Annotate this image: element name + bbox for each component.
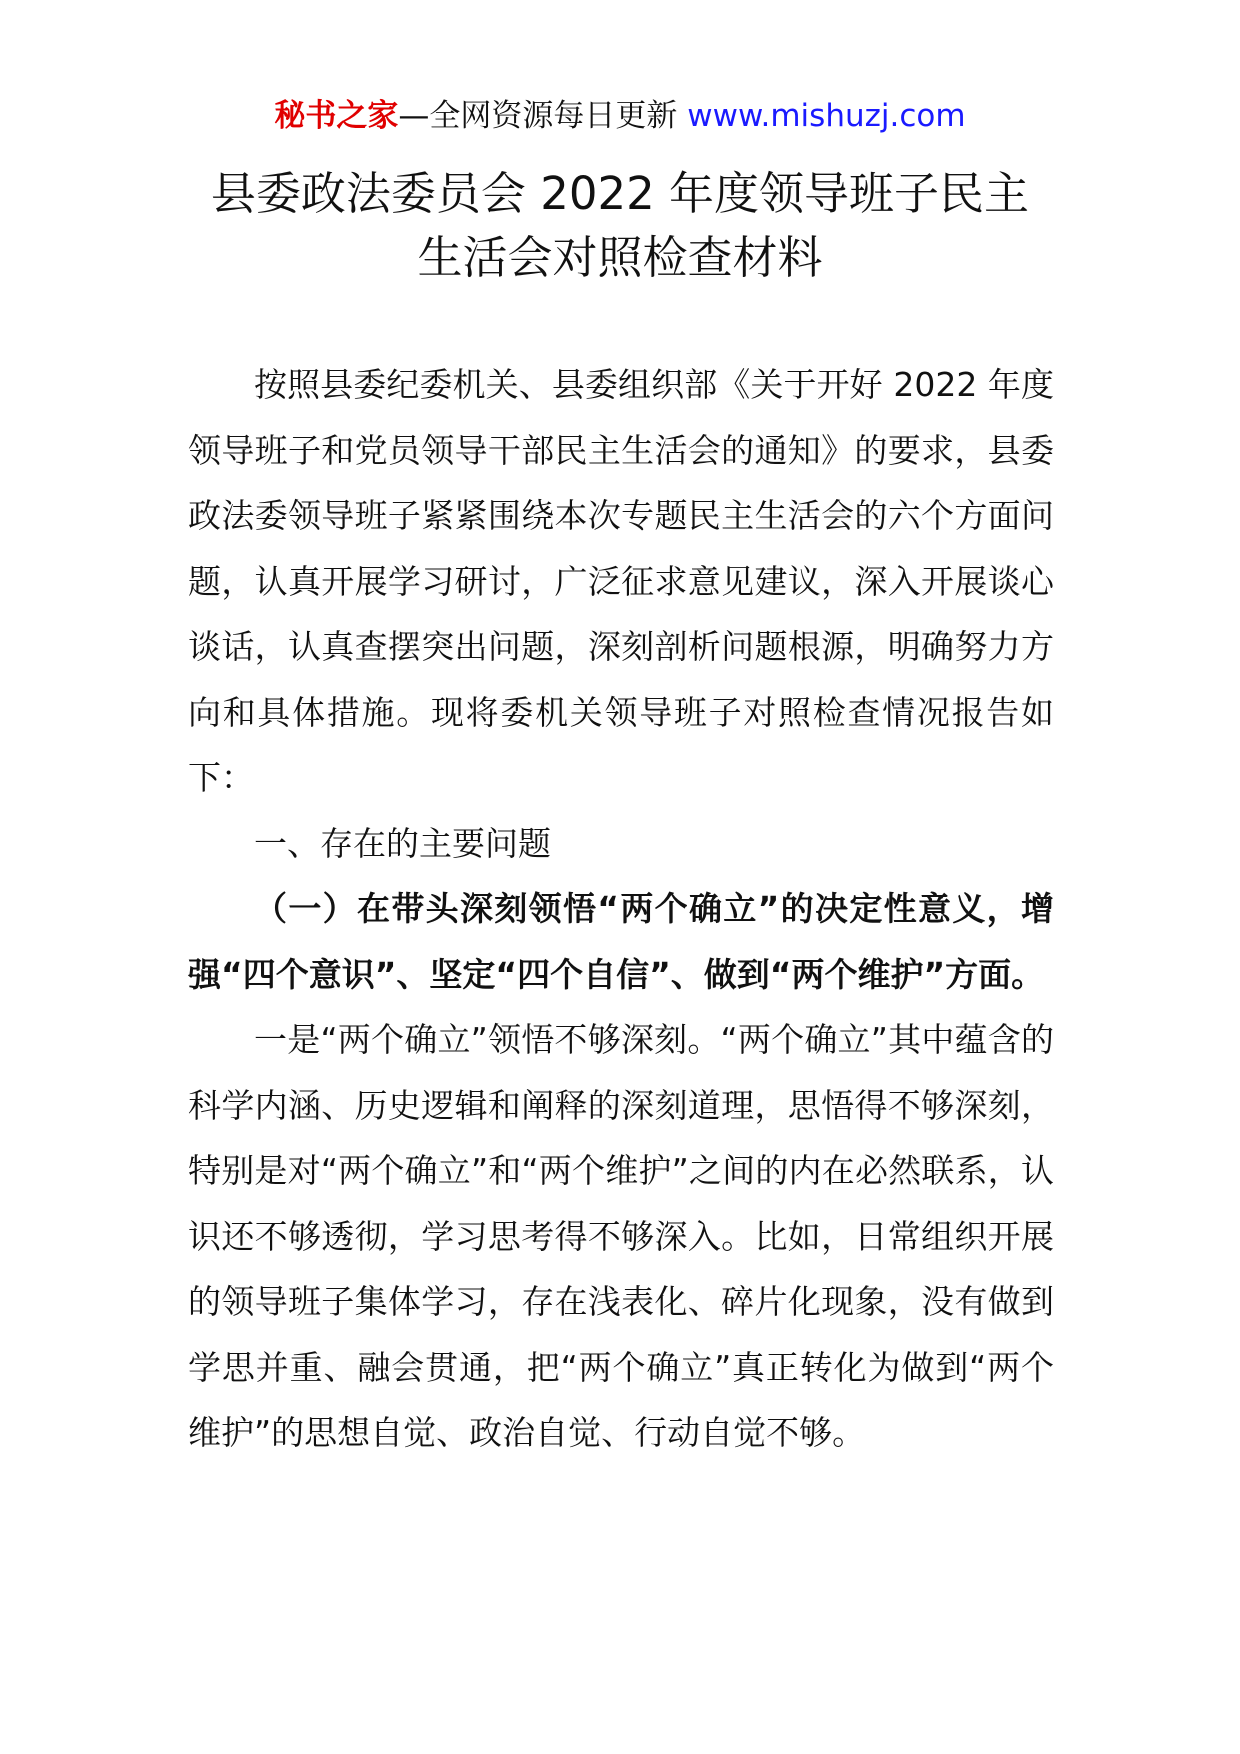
document-body [188, 352, 1054, 1466]
title-line-1: 县委政法委员会 2022 年度领导班子民主 [210, 167, 1030, 220]
banner-brand: 秘书之家 [274, 98, 399, 134]
point-paragraph: 一是“两个确立”领悟不够深刻。“两个确立”其中蕴含的科学内涵、历史逻辑和阐释的深刻道理，思悟得不够深刻，特别是对“两个确立”和“两个维护”之间的内在必然联系，认识还不够透彻，学习思考得不够深入。比如，日常组织开展的领导班子集体学习，存在浅表化、碎片化现象，没有做到学思并重、融会贯通，把“两个确立”真正转化为做到“两个维护”的思想自觉、政治自觉、行动自觉不够。 [188, 1020, 1054, 1452]
banner-url-link[interactable]: www.mishuzj.com [687, 98, 966, 134]
section-heading: 一、存在的主要问题 [254, 823, 551, 863]
intro-paragraph: 按照县委纪委机关、县委组织部《关于开好 2022 年度领导班子和党员领导干部民主生活会的通知》的要求，县委政法委领导班子紧紧围绕本次专题民主生活会的六个方面问题，认真开展学习研讨，广泛征求意见建议，深入开展谈心谈话，认真查摆突出问题，深刻剖析问题根源，明确努力方向和具体措施。现将委机关领导班子对照检查情况报告如下： [188, 365, 1054, 797]
document-title [0, 162, 1240, 290]
banner-slogan: —全网资源每日更新 [398, 98, 678, 134]
title-line-2: 生活会对照检查材料 [417, 231, 823, 284]
site-banner [0, 96, 1240, 136]
subsection-heading: （一）在带头深刻领悟“两个确立”的决定性意义，增强“四个意识”、坚定“四个自信”、做到“两个维护”方面。 [188, 889, 1054, 994]
